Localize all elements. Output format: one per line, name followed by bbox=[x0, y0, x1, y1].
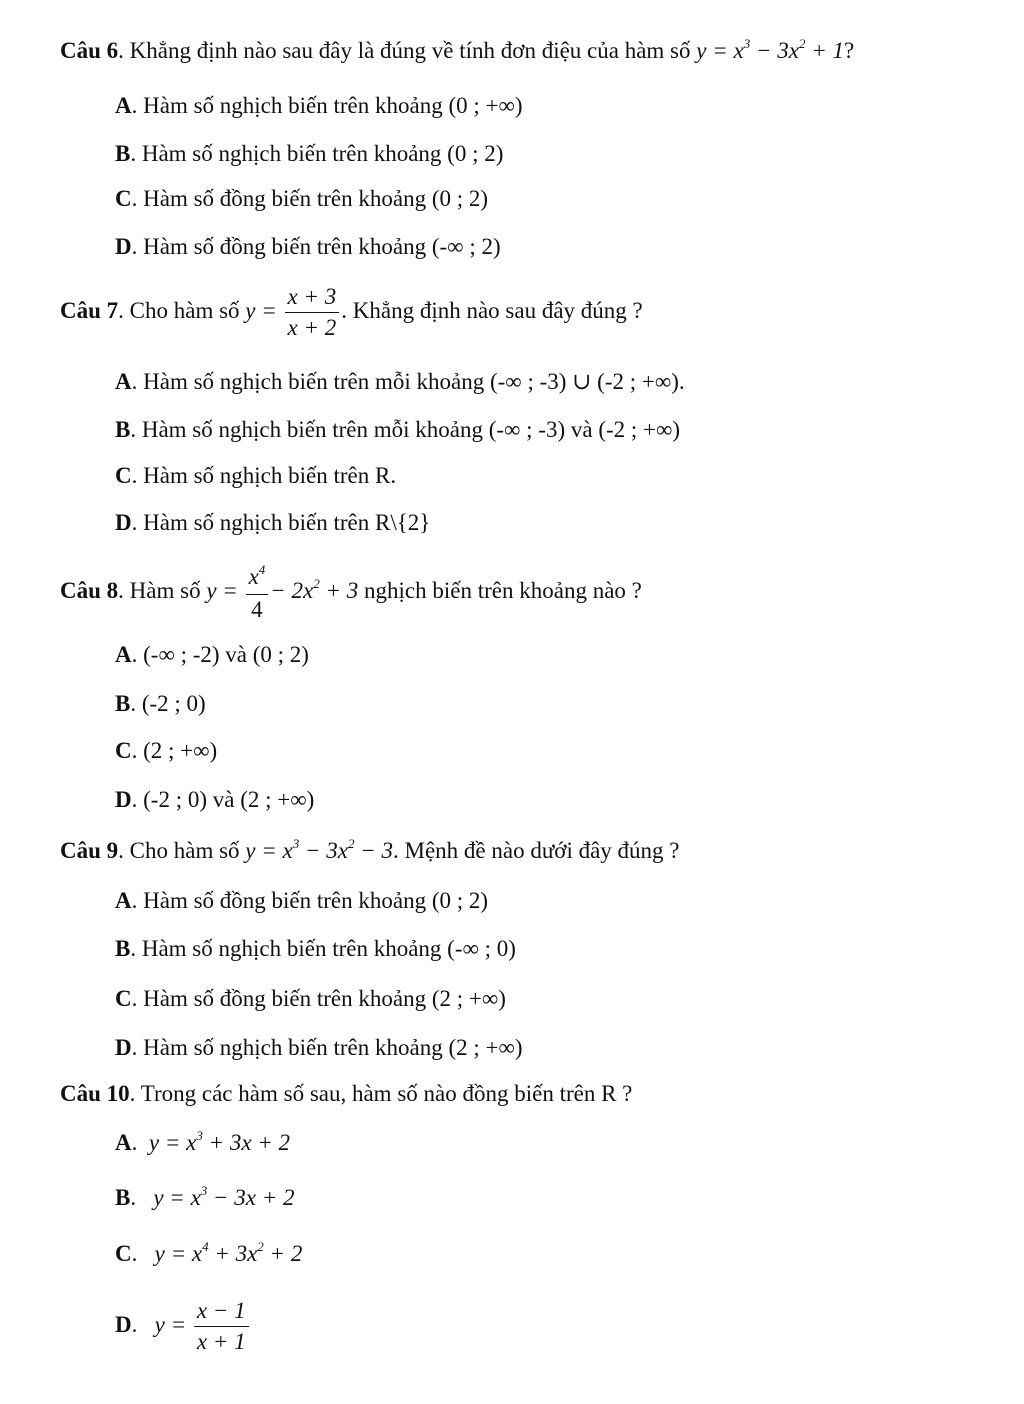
option-text: . (-2 ; 0) và (2 ; +∞) bbox=[131, 787, 315, 812]
option-text: . Hàm số đồng biến trên khoảng (0 ; 2) bbox=[131, 186, 489, 211]
option-text: . Hàm số đồng biến trên khoảng (-∞ ; 2) bbox=[131, 234, 501, 259]
question-text: . Cho hàm số bbox=[118, 297, 246, 323]
question-label: Câu 7 bbox=[60, 297, 119, 323]
question-label: Câu 8 bbox=[60, 577, 119, 603]
question-text-end: . Mệnh đề nào dưới đây đúng ? bbox=[393, 838, 680, 863]
option-10b[interactable]: B. $y = x^3 - 3x + 2$ bbox=[115, 1183, 295, 1210]
option-letter: A bbox=[115, 642, 132, 667]
question-formula: y = $\frac{x^4}{4}$ − $2x^2 + 3$ bbox=[206, 562, 359, 622]
option-formula: $y = x^3 - 3x + 2$ bbox=[153, 1183, 295, 1210]
option-formula: $y = x^3 + 3x + 2$ bbox=[148, 1128, 291, 1155]
option-letter: B bbox=[115, 417, 131, 442]
option-text: . Hàm số nghịch biến trên khoảng (0 ; 2) bbox=[130, 141, 504, 166]
option-text: . Hàm số nghịch biến trên mỗi khoảng (-∞ ; -3) và (-2 ; +∞) bbox=[130, 417, 681, 442]
option-formula: $y = x^4 + 3x^2 + 2$ bbox=[154, 1239, 303, 1266]
option-7c[interactable] bbox=[115, 461, 396, 491]
question-formula: $y = x^3 - 3x^2 - 3$ bbox=[245, 836, 393, 863]
question-text: . Hàm số bbox=[118, 577, 207, 603]
question-8 bbox=[60, 560, 642, 625]
option-text: . (-∞ ; -2) và (0 ; 2) bbox=[131, 642, 309, 667]
option-6d[interactable] bbox=[115, 232, 501, 262]
option-10c[interactable]: C. $y = x^4 + 3x^2 + 2$ bbox=[115, 1239, 303, 1266]
question-6 bbox=[60, 36, 854, 66]
option-7a[interactable] bbox=[115, 367, 685, 397]
question-formula: y = $\frac{x + 3}{x + 2}$ bbox=[245, 298, 341, 323]
question-text: . Cho hàm số bbox=[118, 838, 246, 863]
option-letter: D bbox=[115, 510, 132, 535]
option-7b[interactable] bbox=[115, 415, 680, 445]
option-text: . Hàm số nghịch biến trên mỗi khoảng (-∞ ; -3) ∪ (-2 ; +∞). bbox=[131, 369, 685, 394]
question-label: Câu 9 bbox=[60, 838, 119, 863]
option-8b[interactable] bbox=[115, 689, 206, 719]
option-8c[interactable] bbox=[115, 736, 217, 766]
option-letter: A bbox=[115, 1130, 132, 1155]
question-formula: $y = x^3 - 3x^2 + 1$ bbox=[696, 36, 844, 63]
question-label: Câu 6 bbox=[60, 38, 119, 63]
option-letter: C bbox=[115, 986, 132, 1011]
question-9 bbox=[60, 836, 680, 866]
option-6b[interactable] bbox=[115, 139, 503, 169]
option-letter: B bbox=[115, 936, 131, 961]
option-text: . Hàm số nghịch biến trên khoảng (2 ; +∞) bbox=[131, 1035, 523, 1060]
option-text: . Hàm số nghịch biến trên R\{2} bbox=[131, 510, 431, 535]
option-letter: C bbox=[115, 738, 132, 763]
option-8d[interactable] bbox=[115, 785, 314, 815]
option-letter: B bbox=[115, 141, 131, 166]
option-9d[interactable] bbox=[115, 1033, 523, 1063]
option-10a[interactable]: A. $y = x^3 + 3x + 2$ bbox=[115, 1128, 291, 1155]
option-6a[interactable] bbox=[115, 91, 523, 121]
option-text: . (-2 ; 0) bbox=[130, 691, 206, 716]
option-7d[interactable] bbox=[115, 508, 430, 538]
option-letter: A bbox=[115, 93, 132, 118]
option-text: . Hàm số đồng biến trên khoảng (0 ; 2) bbox=[131, 888, 489, 913]
question-10 bbox=[60, 1079, 632, 1109]
option-letter: A bbox=[115, 888, 132, 913]
question-7 bbox=[60, 282, 643, 343]
option-letter: B bbox=[115, 691, 131, 716]
option-10d[interactable]: D. y = $\frac{x - 1}{x + 1}$ bbox=[115, 1296, 251, 1357]
option-9b[interactable] bbox=[115, 934, 516, 964]
option-text: . Hàm số nghịch biến trên khoảng (0 ; +∞) bbox=[131, 93, 523, 118]
option-letter: B bbox=[115, 1185, 131, 1210]
option-text: . (2 ; +∞) bbox=[131, 738, 218, 763]
option-text: . Hàm số nghịch biến trên khoảng (-∞ ; 0) bbox=[130, 936, 516, 961]
option-letter: C bbox=[115, 1241, 132, 1266]
option-formula: y = $\frac{x - 1}{x + 1}$ bbox=[155, 1312, 251, 1337]
option-letter: D bbox=[115, 787, 132, 812]
question-text-end: ? bbox=[843, 38, 855, 63]
option-letter: C bbox=[115, 186, 132, 211]
option-9a[interactable] bbox=[115, 886, 488, 916]
option-text: . Hàm số đồng biến trên khoảng (2 ; +∞) bbox=[131, 986, 506, 1011]
option-letter: D bbox=[115, 1311, 132, 1337]
option-8a[interactable] bbox=[115, 640, 309, 670]
question-text: . Khẳng định nào sau đây là đúng về tính đơn điệu của hàm số bbox=[118, 38, 697, 63]
question-text-end: . Khẳng định nào sau đây đúng ? bbox=[341, 297, 643, 323]
option-6c[interactable] bbox=[115, 184, 488, 214]
option-letter: D bbox=[115, 234, 132, 259]
option-letter: D bbox=[115, 1035, 132, 1060]
option-letter: C bbox=[115, 463, 132, 488]
question-label: Câu 10 bbox=[60, 1081, 130, 1106]
question-text: . Trong các hàm số sau, hàm số nào đồng biến trên R ? bbox=[129, 1081, 633, 1106]
option-9c[interactable] bbox=[115, 984, 506, 1014]
question-text-end: nghịch biến trên khoảng nào ? bbox=[358, 577, 642, 603]
option-letter: A bbox=[115, 369, 132, 394]
option-text: . Hàm số nghịch biến trên R. bbox=[131, 463, 397, 488]
